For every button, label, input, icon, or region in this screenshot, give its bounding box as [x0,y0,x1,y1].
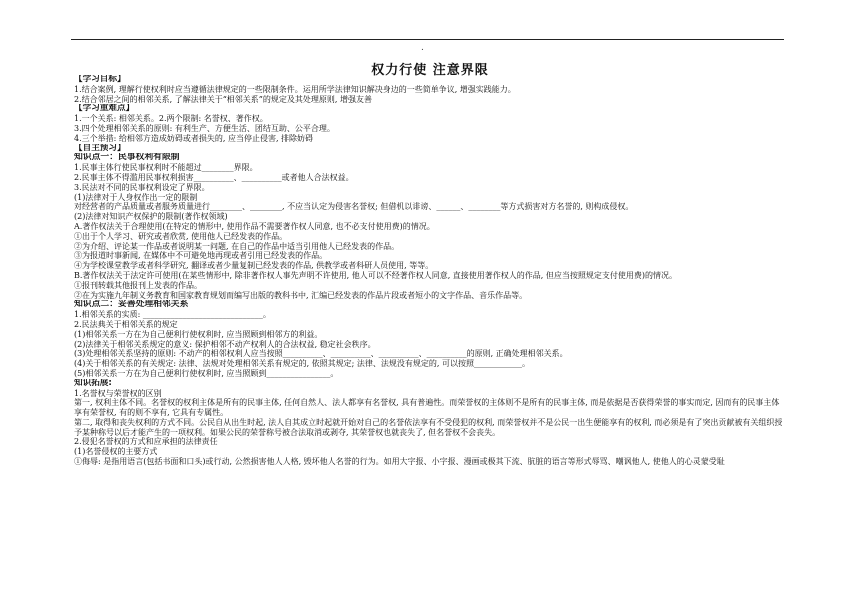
text-line: 1.结合案例, 理解行使权利时应当遵循法律规定的一些限制条件。运用所学法律知识解决身边的一些简单争议, 增强实践能力。 [74,84,516,94]
text-line: (5)相邻关系一方在为自己便利行使权利时, 应当照顾到________________。 [74,368,339,378]
section-heading: 知识拓展: [74,378,112,388]
text-line: (2)法律关于相邻关系规定的意义: 保护相邻不动产权利人的合法权益, 稳定社会秩序。 [74,339,376,349]
header-rule [71,39,784,40]
text-line: ④为学校课堂教学或者科学研究, 翻译或者少量复制已经发表的作品, 供教学或者科研人员使用, 等等。 [74,261,434,271]
text-line: 对经营者的产品质量或者服务质量进行________、________, 不应当认定为侵害名誉权; 但借机以诽谤、______、________等方式损害对方名誉的, 则构成侵权。 [74,202,634,212]
text-line: B.著作权法关于法定许可使用(在某些情形中, 除非著作权人事先声明不许使用, 他人可以不经著作权人同意, 直接使用著作权人的作品, 但应当按照规定支付使用费)的情况。 [74,270,678,280]
text-line: (1)相邻关系一方在为自己便利行使权利时, 应当照顾到相邻方的利益。 [74,329,323,339]
text-line: (3)处理相邻关系坚持的原则: 不动产的相邻权利人应当按照__________、__________、__________、__________的原则, 正确处理相邻关系。 [74,349,568,359]
text-line: A.著作权法关于合理使用(在特定的情形中, 使用作品不需要著作权人同意, 也不必支付使用费)的情况。 [74,221,435,231]
text-line: (2)法律对知识产权保护的限制(著作权领域) [74,212,228,222]
text-line: 2.民事主体不得滥用民事权利损害__________、__________或者他人合法权益。 [74,172,354,182]
text-line: 1.民事主体行使民事权利时不能超过________界限。 [74,163,258,173]
section-heading: 【自主预习】 [74,143,126,153]
text-line: 第一, 权利主体不同。名誉权的权利主体是所有的民事主体, 任何自然人、法人都享有名誉权, 具有普遍性。而荣誉权的主体则不是所有的民事主体, 而是依据是否获得荣誉的事实而定, 因而有的民事主体享有荣誉权, 有的则不享有, 它具有专属性。 [74,398,780,418]
text-line: ①出于个人学习、研究或者欣赏, 使用他人已经发表的作品。 [74,231,288,241]
section-heading: 【学习重难点】 [74,104,135,114]
page-title: 权力行使 注意界限 [371,63,489,78]
text-line: 1.一个关系: 相邻关系。2.两个限制: 名誉权、著作权。 [74,114,268,124]
text-line: (4)关于相邻关系的有关规定: 法律、法规对处理相邻关系有规定的, 依照其规定; 法律、法规没有规定的, 可以按照____________。 [74,359,530,369]
text-line: 2.侵犯名誉权的方式和应承担的法律责任 [74,437,218,447]
text-line: 4.三个举措: 给相邻方造成妨碍或者损失的, 应当停止侵害, 排除妨碍 [74,133,314,143]
text-line: ③为报道时事新闻, 在媒体中不可避免地再现或者引用已经发表的作品。 [74,251,328,261]
document-body [74,75,786,467]
text-line: (1)名誉侵权的主要方式 [74,447,158,457]
text-line: 3.四个处理相邻关系的原则: 有利生产、方便生活、团结互助、公平合理。 [74,123,335,133]
text-line: ①报刊转载其他报刊上发表的作品。 [74,280,202,290]
text-line: 第二, 取得和丧失权利的方式不同。公民自从出生时起, 法人自其成立时起就开始对自己的名誉依法享有不受侵犯的权利, 而荣誉权并不是公民一出生便能享有的权利, 而必须是有了突出贡献被有关组织授予某种称号以后才能产生的一项权利。如果公民的荣誉称号被合法取消或剥夺, 其荣誉权也就丧失了, 但名誉权不会丧失。 [74,417,783,437]
text-line: 1.名誉权与荣誉权的区别 [74,388,162,398]
section-heading: 【学习目标】 [74,75,126,84]
header-dot: . [421,43,424,53]
text-line: 2.结合邻居之间的相邻关系, 了解法律关于“相邻关系”的规定及其处理原则, 增强友善 [74,94,372,104]
text-line: 3.民法对不同的民事权利设定了界限。 [74,182,210,192]
knowledge-point-heading: 知识点一：民事权利有限制 [74,153,180,163]
text-line: ①侮辱: 是指用语言(包括书面和口头)或行动, 公然损害他人人格, 毁坏他人名誉的行为。如用大字报、小字报、漫画或极其下流、肮脏的语言等形式辱骂、嘲讽他人, 使他人的心灵蒙受耻 [74,457,725,467]
text-line: 2.民法典关于相邻关系的规定 [74,319,178,329]
text-line: (1)法律对于人身权作出一定的限制 [74,192,198,202]
text-line: 1.相邻关系的实质: ______________________________。 [74,310,271,320]
knowledge-point-heading: 知识点二：妥善处理相邻关系 [74,300,189,310]
text-line: ②为介绍、评论某一作品或者说明某一问题, 在自己的作品中适当引用他人已经发表的作品。 [74,241,400,251]
text-line: ②在为实施九年制义务教育和国家教育规划而编写出版的教科书中, 汇编已经发表的作品片段或者短小的文字作品、音乐作品等。 [74,290,528,300]
